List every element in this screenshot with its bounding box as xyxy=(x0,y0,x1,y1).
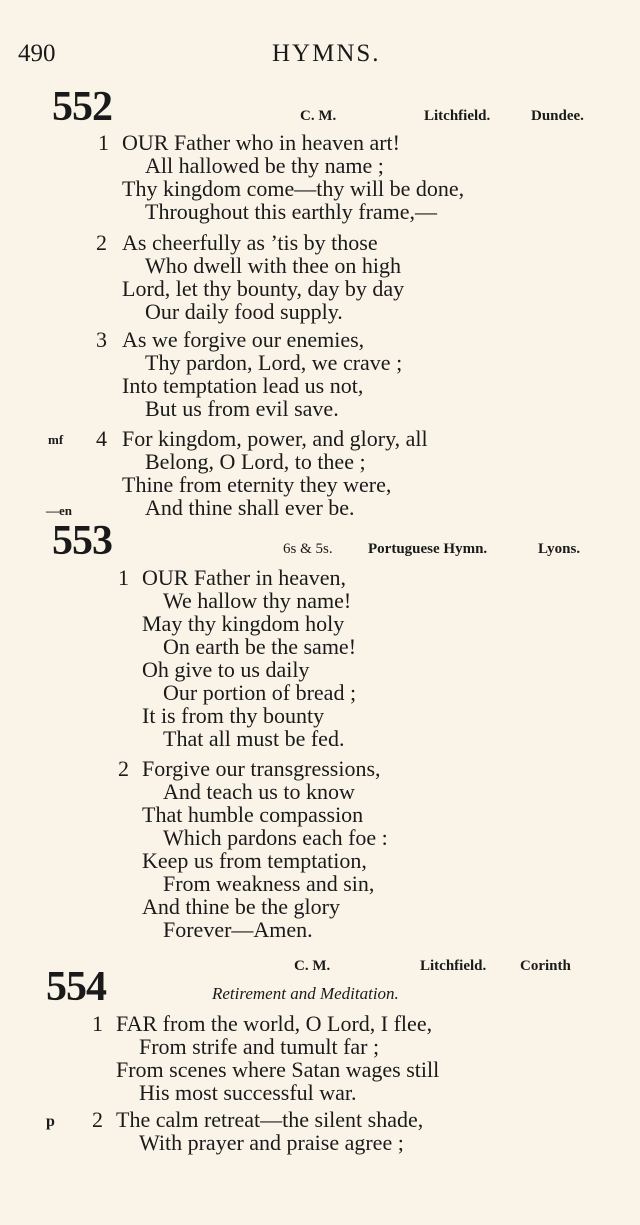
verse-line: And thine be the glory xyxy=(142,894,340,919)
dynamic-marking: —en xyxy=(46,503,72,518)
verse-line: The calm retreat—the silent shade, xyxy=(116,1107,424,1132)
hymn-553-meter: 6s & 5s. xyxy=(283,541,333,557)
hymn-554-tune-2: Corinth xyxy=(520,958,571,974)
verse-line: For kingdom, power, and glory, all xyxy=(122,426,428,451)
verse-line: Which pardons each foe : xyxy=(163,825,388,850)
verse-line: And thine shall ever be. xyxy=(145,495,355,520)
dynamic-marking: p xyxy=(46,1113,55,1130)
verse-line: Lord, let thy bounty, day by day xyxy=(122,276,405,301)
verse-line: Forever—Amen. xyxy=(163,917,313,942)
verse-number: 1 xyxy=(118,565,129,590)
verse-line: That all must be fed. xyxy=(163,726,345,751)
verse-line: Keep us from temptation, xyxy=(142,848,367,873)
verse-number: 4 xyxy=(96,426,107,451)
verse-line: Our portion of bread ; xyxy=(163,680,357,705)
hymn-553-number: 553 xyxy=(52,518,112,564)
verse-line: That humble compassion xyxy=(142,802,364,827)
hymn-553-tune-2: Lyons. xyxy=(538,541,581,557)
verse-number: 1 xyxy=(98,130,109,155)
verse-line: FAR from the world, O Lord, I flee, xyxy=(116,1011,433,1036)
verse-line: And teach us to know xyxy=(163,779,355,804)
verse-line: Our daily food supply. xyxy=(145,299,343,324)
verse-line: It is from thy bounty xyxy=(142,703,325,728)
verse-line: Who dwell with thee on high xyxy=(145,253,402,278)
verse-line: From weakness and sin, xyxy=(163,871,375,896)
verse-line: Thine from eternity they were, xyxy=(122,472,392,497)
verse-line: Thy pardon, Lord, we crave ; xyxy=(145,350,403,375)
verse-line: As cheerfully as ’tis by those xyxy=(122,230,378,255)
hymn-554-meter: C. M. xyxy=(294,958,331,974)
hymn-554-number: 554 xyxy=(46,964,106,1010)
verse-number: 3 xyxy=(96,327,107,352)
verse-line: From strife and tumult far ; xyxy=(139,1034,380,1059)
verse-line: From scenes where Satan wages still xyxy=(116,1057,440,1082)
hymn-552-meter: C. M. xyxy=(300,108,337,124)
verse-line: All hallowed be thy name ; xyxy=(145,153,384,178)
verse-number: 2 xyxy=(96,230,107,255)
verse-line: On earth be the same! xyxy=(163,634,357,659)
verse-line: Oh give to us daily xyxy=(142,657,310,682)
verse-number: 2 xyxy=(92,1107,103,1132)
hymn-552-tune-1: Litchfield. xyxy=(424,108,491,124)
hymn-552-number: 552 xyxy=(52,84,112,130)
hymn-554-tune-1: Litchfield. xyxy=(420,958,487,974)
verse-line: Into temptation lead us not, xyxy=(122,373,364,398)
verse-line: As we forgive our enemies, xyxy=(122,327,365,352)
verse-line: Thy kingdom come—thy will be done, xyxy=(122,176,465,201)
hymn-552-tune-2: Dundee. xyxy=(531,108,584,124)
verse-line: His most successful war. xyxy=(139,1080,357,1105)
hymn-554-subtitle: Retirement and Meditation. xyxy=(212,984,399,1003)
verse-number: 1 xyxy=(92,1011,103,1036)
verse-line: Belong, O Lord, to thee ; xyxy=(145,449,366,474)
verse-line: Forgive our transgressions, xyxy=(142,756,381,781)
verse-line: With prayer and praise agree ; xyxy=(139,1130,404,1155)
page-number: 490 xyxy=(18,40,56,67)
verse-line: OUR Father in heaven, xyxy=(142,565,347,590)
verse-number: 2 xyxy=(118,756,129,781)
hymn-553-tune-1: Portuguese Hymn. xyxy=(368,541,488,557)
running-head: HYMNS. xyxy=(272,40,381,67)
verse-line: Throughout this earthly frame,— xyxy=(145,199,438,224)
verse-line: We hallow thy name! xyxy=(163,588,352,613)
verse-line: May thy kingdom holy xyxy=(142,611,345,636)
verse-line: OUR Father who in heaven art! xyxy=(122,130,400,155)
verse-line: But us from evil save. xyxy=(145,396,339,421)
dynamic-marking: mf xyxy=(48,432,64,447)
